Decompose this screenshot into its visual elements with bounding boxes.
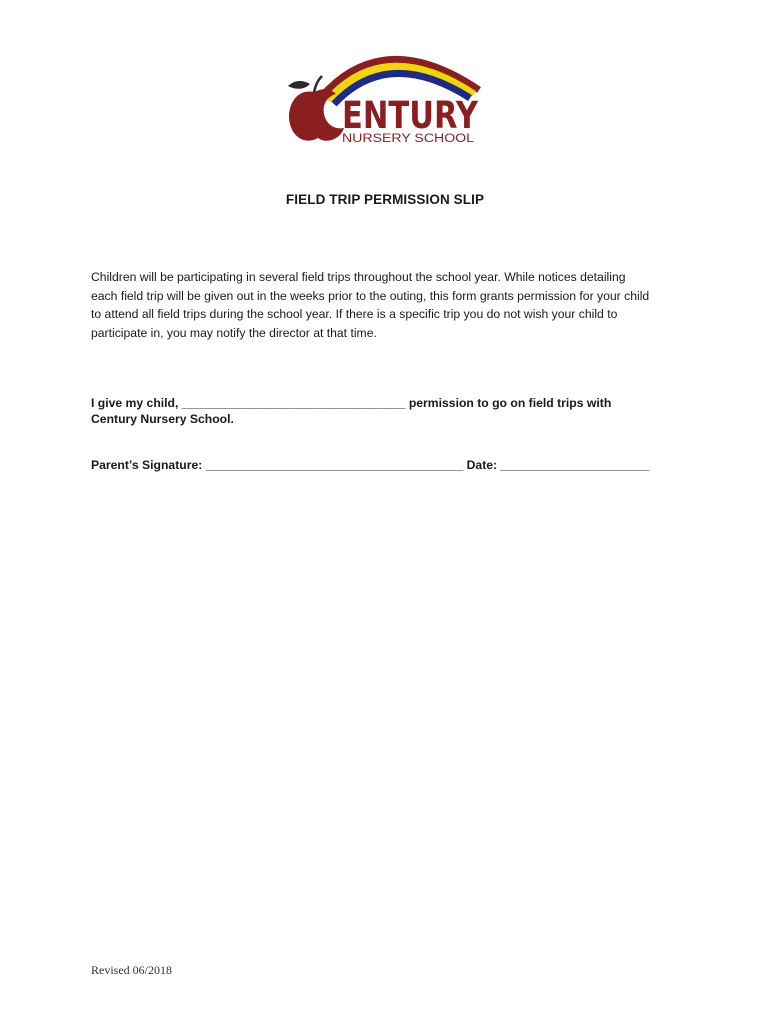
intro-line: Children will be participating in several field trips throughout the school year. While notices detailing: [91, 270, 626, 284]
intro-line: each field trip will be given out in the weeks prior to the outing, this form grants permission for your child: [91, 288, 650, 303]
intro-line: to attend all field trips during the school year. If there is a specific trip you do not wish your child to: [91, 307, 618, 321]
signature-date-line: Parent’s Signature: ______________________________________ Date: ______________________: [91, 458, 650, 472]
intro-line: participate in, you may notify the director at that time.: [91, 325, 377, 340]
logo-brand-text: ENTURY: [342, 94, 479, 137]
century-nursery-school-logo: [284, 44, 484, 150]
logo-subtitle-text: NURSERY SCHOOL: [342, 133, 475, 145]
consent-line: Century Nursery School.: [91, 412, 234, 426]
consent-statement: [91, 395, 691, 427]
intro-paragraph: [91, 268, 691, 342]
document-title: FIELD TRIP PERMISSION SLIP: [285, 192, 485, 207]
consent-line: I give my child, _________________________________ permission to go on field trips with: [91, 396, 612, 410]
revision-note: Revised 06/2018: [91, 963, 172, 977]
